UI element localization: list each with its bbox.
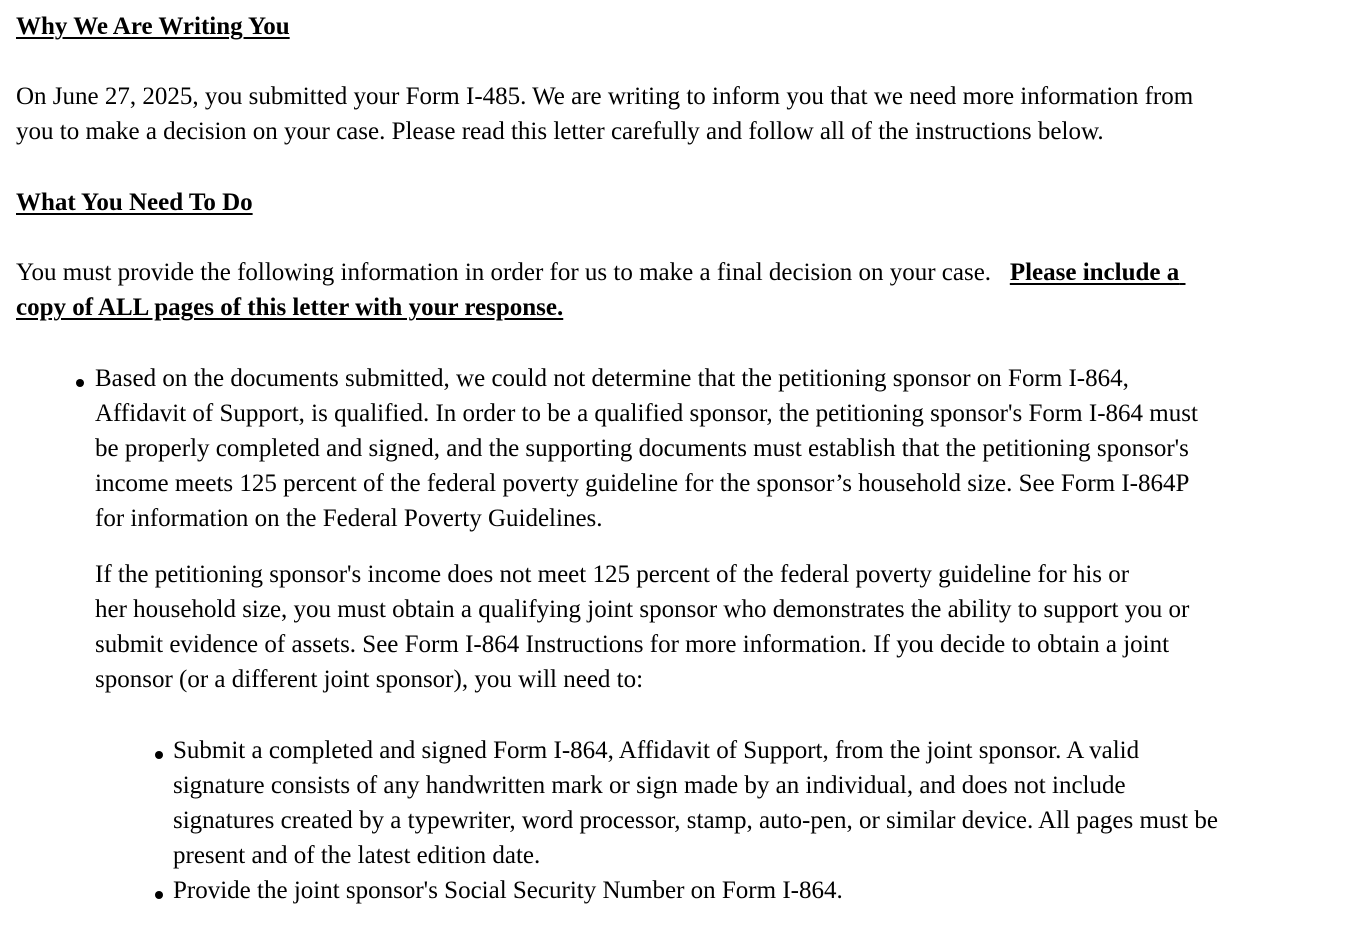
why-line-2: you to make a decision on your case. Please read this letter carefully and follow all of the instructions below.	[16, 118, 1104, 145]
main-bullet-line-4: income meets 125 percent of the federal poverty guideline for the sponsor’s household size. See Form I-864P	[95, 470, 1190, 497]
sub-bullet-1-line-2: signature consists of any handwritten mark or sign made by an individual, and does not include	[173, 772, 1126, 799]
bullet-dot-icon	[76, 379, 84, 387]
followup-line-3: submit evidence of assets. See Form I-864 Instructions for more information. If you decide to obtain a joint	[95, 631, 1170, 658]
what-intro-bold-2: copy of ALL pages of this letter with your response.	[16, 294, 564, 321]
what-line-2	[16, 290, 1186, 325]
sub-bullet-2-line-1: Provide the joint sponsor's Social Security Number on Form I-864.	[173, 877, 843, 904]
main-bullet-line-3: be properly completed and signed, and the supporting documents must establish that the petitioning sponsor's	[95, 435, 1189, 462]
bullet-dot-icon	[155, 751, 163, 759]
sub-bullet-1-line-4: present and of the latest edition date.	[173, 842, 541, 869]
what-intro-text: You must provide the following information in order for us to make a final decision on your case.	[16, 259, 992, 286]
what-line-1	[16, 255, 1186, 290]
main-bullet-text	[95, 361, 1198, 536]
sub-bullet-1-marker	[155, 733, 163, 768]
main-bullet-line-2: Affidavit of Support, is qualified. In order to be a qualified sponsor, the petitioning sponsor's Form I-864 must	[95, 400, 1198, 427]
sub-bullet-1-line-3: signatures created by a typewriter, word processor, stamp, auto-pen, or similar device. All pages must be	[173, 807, 1218, 834]
why-heading: Why We Are Writing You	[16, 13, 290, 40]
sub-bullet-1-text	[173, 733, 1218, 873]
sub-bullet-1-line-1: Submit a completed and signed Form I-864, Affidavit of Support, from the joint sponsor. A valid	[173, 737, 1140, 764]
followup-paragraph	[95, 557, 1189, 697]
main-bullet-line-5: for information on the Federal Poverty Guidelines.	[95, 505, 603, 532]
bullet-dot-icon	[155, 891, 163, 899]
main-bullet-marker	[76, 361, 84, 396]
followup-line-4: sponsor (or a different joint sponsor), you will need to:	[95, 666, 644, 693]
why-line-1: On June 27, 2025, you submitted your Form I-485. We are writing to inform you that we need more information from	[16, 83, 1194, 110]
followup-line-2: her household size, you must obtain a qualifying joint sponsor who demonstrates the ability to support you or	[95, 596, 1190, 623]
sub-bullet-2-text	[173, 873, 843, 908]
what-heading: What You Need To Do	[16, 189, 253, 216]
what-intro-bold-1: Please include a	[1009, 259, 1180, 286]
main-bullet-line-1: Based on the documents submitted, we could not determine that the petitioning sponsor on Form I-864,	[95, 365, 1129, 392]
why-paragraph	[16, 79, 1193, 149]
sub-bullet-2-marker	[155, 873, 163, 908]
followup-line-1: If the petitioning sponsor's income does not meet 125 percent of the federal poverty guideline for his or	[95, 561, 1130, 588]
what-paragraph	[16, 255, 1186, 325]
